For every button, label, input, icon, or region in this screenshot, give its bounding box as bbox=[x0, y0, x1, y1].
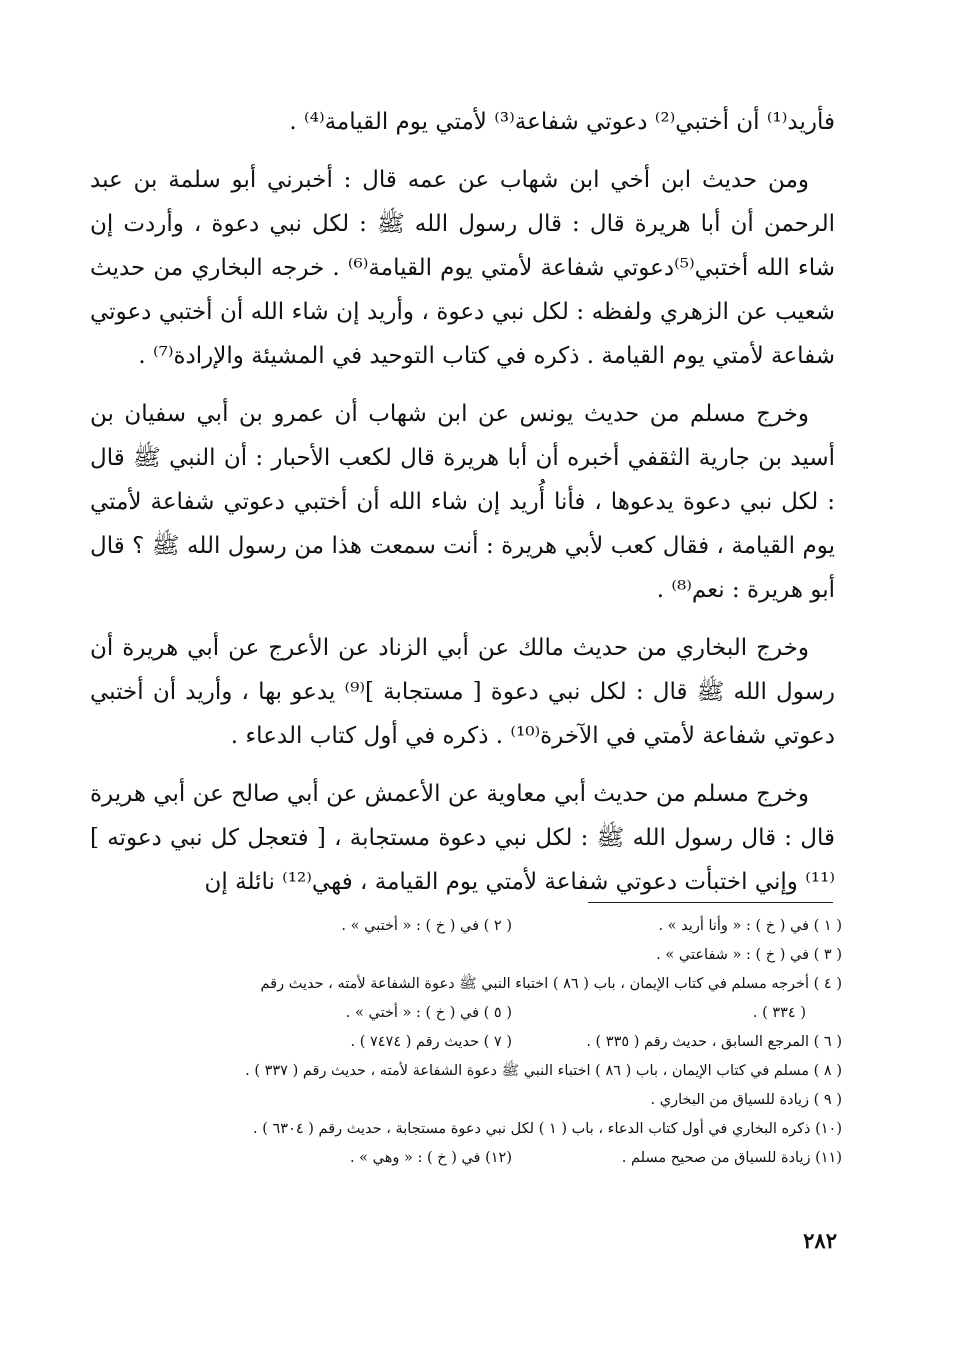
footnote-7: ( ٧ ) حديث رقم ( ٧٤٧٤ ) . bbox=[350, 1034, 512, 1050]
footnote-row bbox=[90, 912, 842, 941]
paragraph-3: وخرج مسلم من حديث يونس عن ابن شهاب أن عمرو بن أبي سفيان بن أسيد بن جارية الثقفي أخبره أن أبا هريرة قال لكعب الأحبار : أن النبي ﷺ قال : لكل نبي دعوة يدعوها ، فأنا أُريد إن شاء الله أن أختبي دعوتي شفاعة لأمتي يوم القيامة ، فقال كعب لأبي هريرة : أنت سمعت هذا من رسول الله ﷺ ؟ قال أبو هريرة : نعم⁽⁸⁾ . bbox=[90, 401, 835, 603]
footnote-4: ( ٤ ) أخرجه مسلم في كتاب الإيمان ، باب ( ٨٦ ) اختباء النبي ﷺ دعوة الشفاعة لأمته ، حديث رقم bbox=[260, 976, 842, 992]
paragraph-1: فأريد⁽¹⁾ أن أختبي⁽²⁾ دعوتي شفاعة⁽³⁾ لأمتي يوم القيامة⁽⁴⁾ . bbox=[289, 109, 835, 135]
footnote-row bbox=[90, 1144, 842, 1173]
paragraph-4: وخرج البخاري من حديث مالك عن أبي الزناد عن الأعرج عن أبي هريرة أن رسول الله ﷺ قال : لكل نبي دعوة [ مستجابة ]⁽⁹⁾ يدعو بها ، وأريد أن أختبي دعوتي شفاعة لأمتي في الآخرة⁽¹⁰⁾ . ذكره في أول كتاب الدعاء . bbox=[90, 635, 836, 749]
page-number: ٢٨٢ bbox=[803, 1228, 837, 1253]
footnote-3: ( ٣ ) في ( خ ) : « شفاعتي » . bbox=[656, 947, 842, 963]
footnote-11: (١١) زيادة للسياق من صحيح مسلم . bbox=[621, 1150, 842, 1166]
paragraph-2: ومن حديث ابن أخي ابن شهاب عن عمه قال : أخبرني أبو سلمة بن عبد الرحمن أن أبا هريرة قال : قال رسول الله ﷺ : لكل نبي دعوة ، وأردت إن شاء الله أختبي⁽⁵⁾دعوتي شفاعة لأمتي يوم القيامة⁽⁶⁾ . خرجه البخاري من حديث شعيب عن الزهري ولفظه : لكل نبي دعوة ، وأريد إن شاء الله أن أختبي دعوتي شفاعة لأمتي يوم القيامة . ذكره في كتاب التوحيد في المشيئة والإرادة⁽⁷⁾ . bbox=[90, 167, 835, 369]
footnote-12: (١٢) في ( خ ) : « وهي » . bbox=[349, 1150, 512, 1166]
footnote-4-continued: ( ٣٣٤ ) . bbox=[752, 1005, 806, 1021]
footnote-10: (١٠) ذكره البخاري في أول كتاب الدعاء ، باب ( ١ ) لكل نبي دعوة مستجابة ، حديث رقم ( ٦٣٠٤ ) . bbox=[253, 1121, 842, 1137]
footnote-8: ( ٨ ) مسلم في كتاب الإيمان ، باب ( ٨٦ ) اختباء النبي ﷺ دعوة الشفاعة لأمته ، حديث رقم ( ٣٣٧ ) . bbox=[245, 1063, 842, 1079]
footnote-5: ( ٥ ) في ( خ ) : « أختي » . bbox=[345, 1005, 512, 1021]
footnote-2: ( ٢ ) في ( خ ) : « أختبي » . bbox=[341, 918, 512, 934]
footnote-9: ( ٩ ) زيادة للسياق من البخاري . bbox=[650, 1092, 842, 1108]
footnotes bbox=[90, 912, 842, 1173]
footnote-1: ( ١ ) في ( خ ) : « وأنا أريد » . bbox=[658, 918, 842, 934]
footnote-row bbox=[90, 999, 842, 1028]
footnote-6: ( ٦ ) المرجع السابق ، حديث رقم ( ٣٣٥ ) . bbox=[586, 1034, 842, 1050]
main-text bbox=[90, 100, 835, 918]
footnote-divider bbox=[588, 902, 833, 903]
footnote-row bbox=[90, 1028, 842, 1057]
paragraph-5: وخرج مسلم من حديث أبي معاوية عن الأعمش عن أبي صالح عن أبي هريرة قال : قال رسول الله ﷺ : لكل نبي دعوة مستجابة ، [ فتعجل كل نبي دعوته ]⁽¹¹⁾ وإني اختبأت دعوتي شفاعة لأمتي يوم القيامة ، فهي⁽¹²⁾ نائلة إن bbox=[90, 781, 835, 895]
